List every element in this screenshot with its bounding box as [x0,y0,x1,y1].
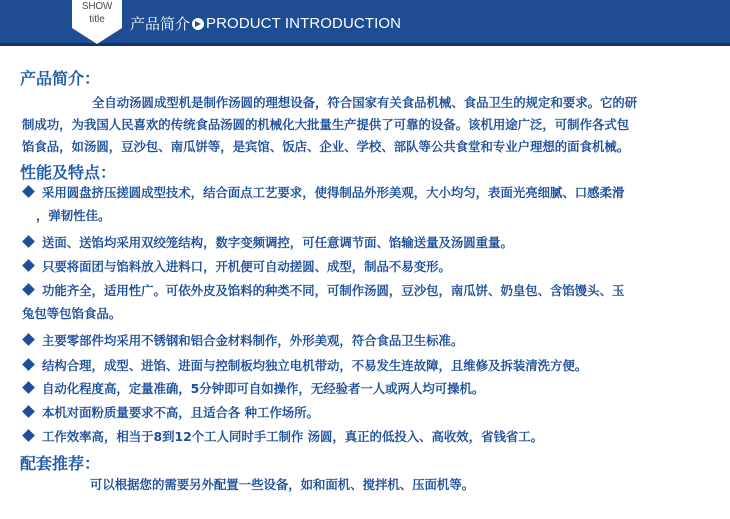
diamond-bullet-icon [22,333,35,346]
feature-item [22,256,712,279]
feature-text: 只要将面团与馅料放入进料口，开机便可自动搓圆、成型，制品不易变形。 [42,259,451,274]
feature-text: 采用圆盘挤压搓圆成型技术，结合面点工艺要求，使得制品外形美观，大小均匀，表面光亮细腻、口感柔滑 [42,185,625,200]
feature-item-continued: 兔包等包馅食品。 [22,306,122,321]
features-heading: 性能及特点： [20,163,117,182]
diamond-bullet-icon [22,358,35,371]
feature-item-continued: ，弹韧性佳。 [36,208,111,223]
diamond-bullet-icon [22,405,35,418]
feature-text: 功能齐全，适用性广。可依外皮及馅料的种类不同，可制作汤圆，豆沙包，南瓜饼、奶皇包、含馅馒头、玉 [42,283,625,298]
feature-item [22,402,712,425]
intro-heading: 产品简介： [20,69,101,88]
accessories-heading: 配套推荐： [20,454,101,473]
feature-text: 结构合理，成型、进馅、进面与控制板均独立电机带动，不易发生连故障，且维修及拆装清洗方便。 [42,358,588,373]
diamond-bullet-icon [22,283,35,296]
diamond-bullet-icon [22,429,35,442]
page-title-cn: 产品简介 [130,15,191,33]
tab-title-label: title [89,14,105,25]
diamond-bullet-icon [22,235,35,248]
accessories-text: 可以根据您的需要另外配置一些设备，如和面机、搅拌机、压面机等。 [90,477,475,492]
diamond-bullet-icon [22,259,35,272]
intro-line-1: 全自动汤圆成型机是制作汤圆的理想设备，符合国家有关食品机械、食品卫生的规定和要求。它的研 [92,95,638,110]
feature-text: 自动化程度高，定量准确，5分钟即可自如操作，无经验者一人或两人均可操机。 [42,381,485,396]
page-title [130,13,401,34]
tab-show-label: SHOW [81,1,113,12]
intro-line-3: 馅食品，如汤圆，豆沙包、南瓜饼等，是宾馆、饭店、企业、学校、部队等公共食堂和专业户理想的面食机械。 [22,139,630,154]
arrow-right-icon [192,18,204,30]
feature-text: 工作效率高，相当于8到12个工人同时手工制作 汤圆，真正的低投入、高收效，省钱省工。 [42,429,544,444]
feature-item [22,426,712,449]
feature-text: 送面、送馅均采用双绞笼结构，数字变频调控，可任意调节面、馅输送量及汤圆重量。 [42,235,513,250]
feature-text: 主要零部件均采用不锈钢和铝合金材料制作，外形美观，符合食品卫生标准。 [42,333,464,348]
diamond-bullet-icon [22,381,35,394]
feature-item [22,182,712,205]
header-bar [0,0,730,46]
feature-item [22,378,712,401]
feature-item [22,355,712,378]
page-title-en: PRODUCT INTRODUCTION [206,15,402,32]
feature-item [22,280,712,303]
feature-item [22,330,712,353]
feature-item [22,232,712,255]
feature-text: 本机对面粉质量要求不高，且适合各 种工作场所。 [42,405,319,420]
diamond-bullet-icon [22,185,35,198]
intro-line-2: 制成功，为我国人民喜欢的传统食品汤圆的机械化大批量生产提供了可靠的设备。该机用途广泛，可制作各式包 [22,117,630,132]
